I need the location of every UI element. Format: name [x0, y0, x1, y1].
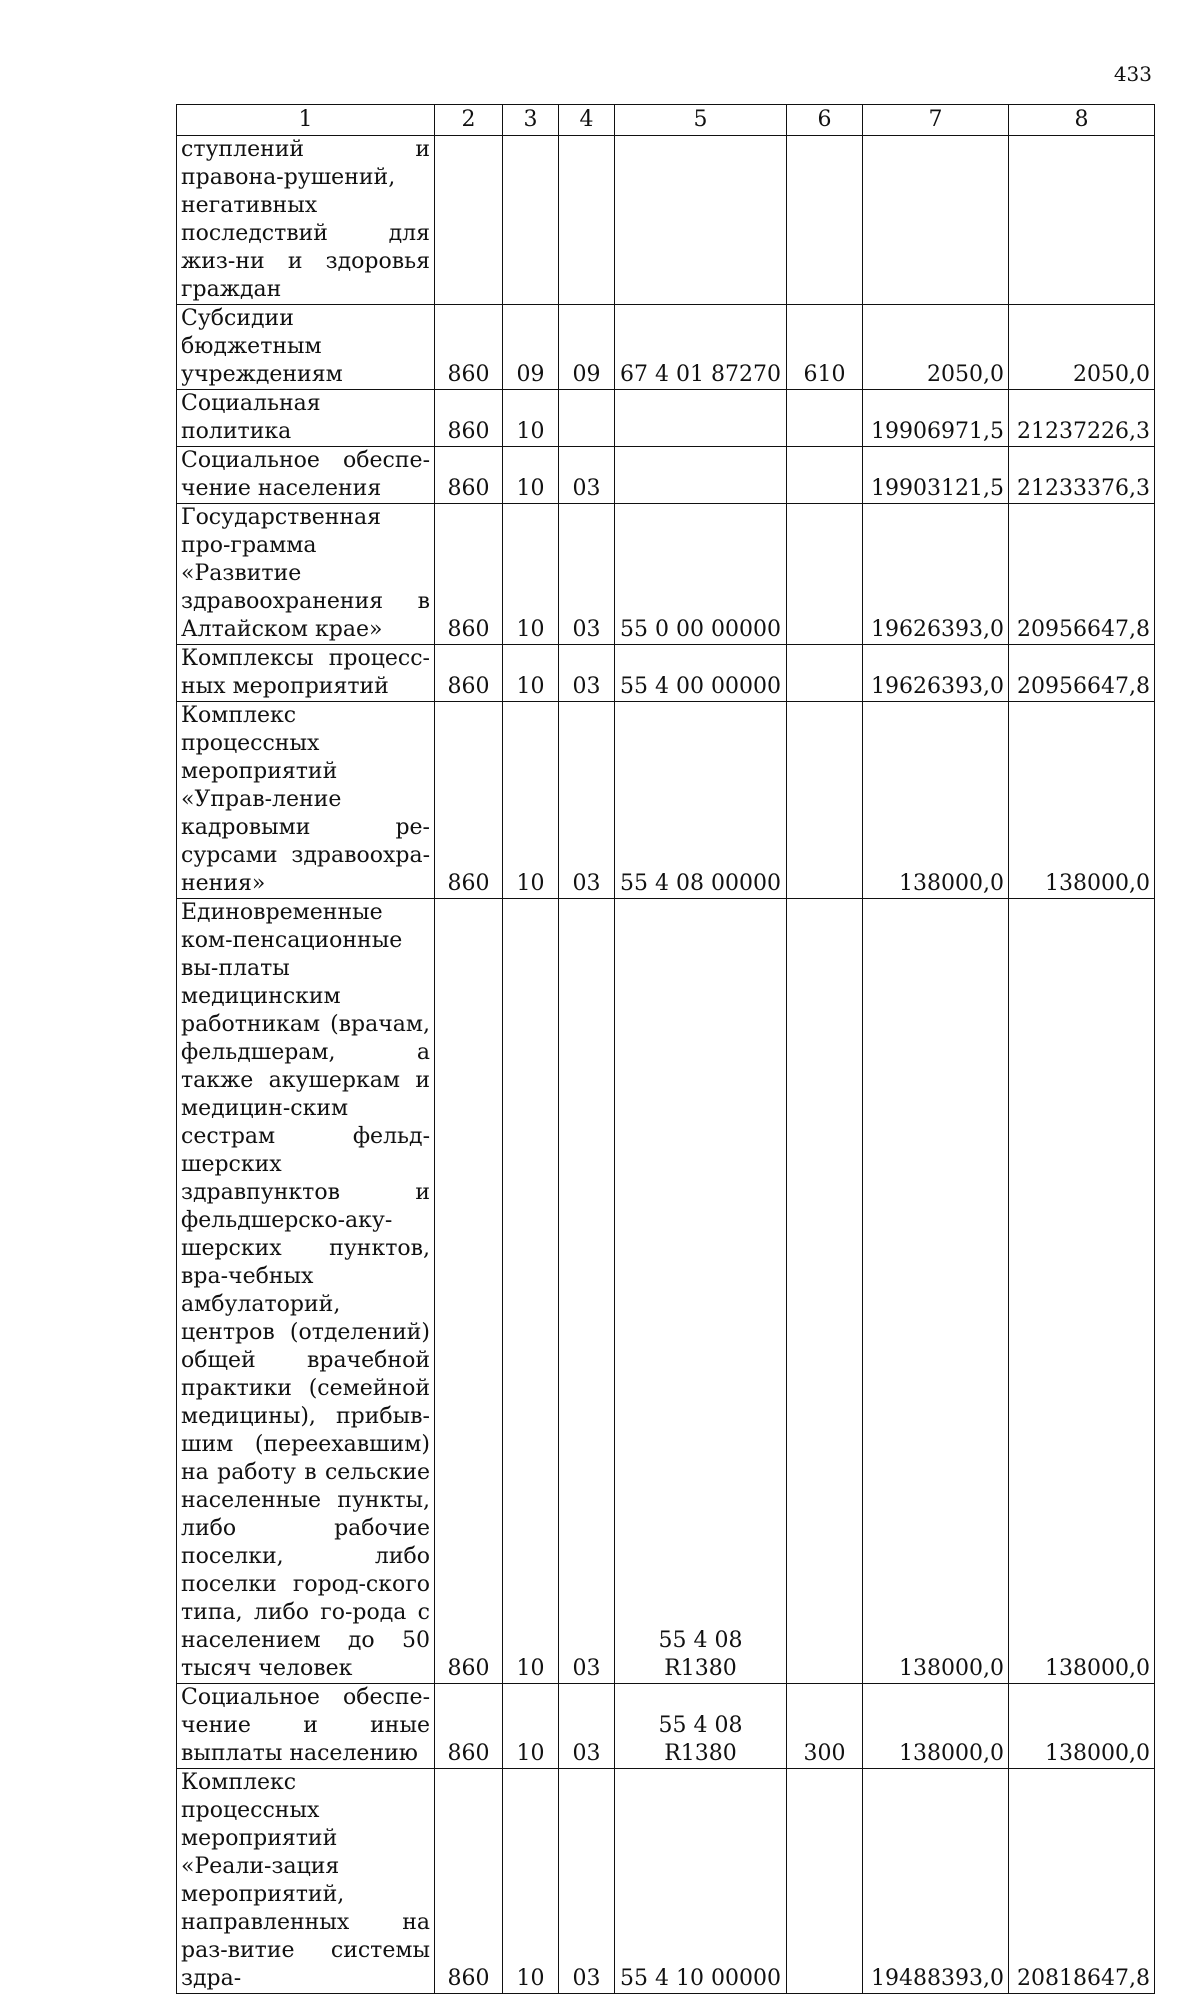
column-header: 5: [615, 105, 787, 136]
table-row: [177, 136, 1155, 305]
cell-target-item: 55 0 00 00000: [615, 504, 787, 645]
cell-ministry-code: 860: [435, 899, 503, 1684]
row-name: Комплексы процесс-ных мероприятий: [177, 645, 435, 702]
cell-expense-type: 300: [787, 1684, 863, 1769]
cell-subsection: 03: [559, 1684, 615, 1769]
cell-amount-1: 19903121,5: [863, 447, 1009, 504]
cell-subsection: [559, 390, 615, 447]
cell-section: 10: [503, 390, 559, 447]
table-row: [177, 305, 1155, 390]
cell-amount-2: 20818647,8: [1009, 1769, 1155, 1994]
cell-subsection: 03: [559, 645, 615, 702]
cell-target-item: [615, 447, 787, 504]
cell-section: 10: [503, 1769, 559, 1994]
cell-ministry-code: 860: [435, 390, 503, 447]
cell-ministry-code: 860: [435, 447, 503, 504]
row-name: Комплекс процессных мероприятий «Реали-зация мероприятий, направленных на раз-витие системы здра-: [177, 1769, 435, 1994]
cell-amount-1: 138000,0: [863, 899, 1009, 1684]
cell-section: [503, 136, 559, 305]
cell-expense-type: [787, 390, 863, 447]
row-name: Социальное обеспе-чение и иные выплаты населению: [177, 1684, 435, 1769]
row-name: Единовременные ком-пенсационные вы-платы медицинским работникам (врачам, фельдшерам, а также акушеркам и медицин-ским сестрам фельд-шерских здравпунктов и фельдшерско-аку-шерских пунктов, вра-чебных амбулаторий, центров (отделений) общей врачебной практики (семейной медицины), прибыв-шим (переехавшим) на работу в сельские населенные пункты, либо рабочие поселки, либо поселки город-ского типа, либо го-рода с населением до 50 тысяч человек: [177, 899, 435, 1684]
cell-amount-1: 19906971,5: [863, 390, 1009, 447]
cell-section: 10: [503, 702, 559, 899]
cell-amount-2: 21233376,3: [1009, 447, 1155, 504]
cell-subsection: 03: [559, 1769, 615, 1994]
cell-expense-type: 610: [787, 305, 863, 390]
cell-subsection: 03: [559, 899, 615, 1684]
column-header: 3: [503, 105, 559, 136]
cell-ministry-code: 860: [435, 1769, 503, 1994]
cell-section: 09: [503, 305, 559, 390]
table-row: [177, 1684, 1155, 1769]
table-row: [177, 645, 1155, 702]
cell-ministry-code: 860: [435, 702, 503, 899]
cell-amount-2: 138000,0: [1009, 899, 1155, 1684]
cell-subsection: 03: [559, 447, 615, 504]
cell-expense-type: [787, 899, 863, 1684]
cell-amount-2: 20956647,8: [1009, 504, 1155, 645]
page-number: 433: [1113, 62, 1152, 86]
column-header: 1: [177, 105, 435, 136]
row-name: Государственная про-грамма «Развитие здравоохранения в Алтайском крае»: [177, 504, 435, 645]
cell-target-item: 55 4 08 R1380: [615, 1684, 787, 1769]
row-name: Комплекс процессных мероприятий «Управ-ление кадровыми ре-сурсами здравоохра-нения»: [177, 702, 435, 899]
cell-subsection: [559, 136, 615, 305]
cell-amount-1: 19626393,0: [863, 645, 1009, 702]
cell-amount-2: 21237226,3: [1009, 390, 1155, 447]
cell-amount-2: 138000,0: [1009, 702, 1155, 899]
cell-amount-1: 19488393,0: [863, 1769, 1009, 1994]
budget-table: [176, 104, 1155, 1994]
table-header-row: [177, 105, 1155, 136]
cell-amount-1: 138000,0: [863, 702, 1009, 899]
cell-subsection: 09: [559, 305, 615, 390]
cell-target-item: [615, 390, 787, 447]
cell-amount-1: 2050,0: [863, 305, 1009, 390]
row-name: Социальная политика: [177, 390, 435, 447]
cell-subsection: 03: [559, 504, 615, 645]
cell-target-item: 55 4 08 R1380: [615, 899, 787, 1684]
cell-target-item: 67 4 01 87270: [615, 305, 787, 390]
cell-subsection: 03: [559, 702, 615, 899]
cell-target-item: 55 4 08 00000: [615, 702, 787, 899]
cell-expense-type: [787, 702, 863, 899]
column-header: 2: [435, 105, 503, 136]
cell-target-item: 55 4 10 00000: [615, 1769, 787, 1994]
cell-expense-type: [787, 1769, 863, 1994]
cell-expense-type: [787, 504, 863, 645]
row-name: ступлений и правона-рушений, негативных последствий для жиз-ни и здоровья граждан: [177, 136, 435, 305]
column-header: 8: [1009, 105, 1155, 136]
cell-amount-2: [1009, 136, 1155, 305]
column-header: 6: [787, 105, 863, 136]
column-header: 7: [863, 105, 1009, 136]
cell-target-item: [615, 136, 787, 305]
cell-ministry-code: [435, 136, 503, 305]
cell-amount-2: 2050,0: [1009, 305, 1155, 390]
cell-section: 10: [503, 447, 559, 504]
cell-ministry-code: 860: [435, 1684, 503, 1769]
row-name: Социальное обеспе-чение населения: [177, 447, 435, 504]
cell-expense-type: [787, 645, 863, 702]
column-header: 4: [559, 105, 615, 136]
table-row: [177, 1769, 1155, 1994]
cell-amount-1: [863, 136, 1009, 305]
cell-amount-1: 138000,0: [863, 1684, 1009, 1769]
cell-expense-type: [787, 447, 863, 504]
cell-ministry-code: 860: [435, 305, 503, 390]
cell-expense-type: [787, 136, 863, 305]
cell-section: 10: [503, 1684, 559, 1769]
table-row: [177, 390, 1155, 447]
cell-section: 10: [503, 899, 559, 1684]
cell-amount-2: 138000,0: [1009, 1684, 1155, 1769]
table-row: [177, 899, 1155, 1684]
cell-ministry-code: 860: [435, 645, 503, 702]
row-name: Субсидии бюджетным учреждениям: [177, 305, 435, 390]
cell-target-item: 55 4 00 00000: [615, 645, 787, 702]
cell-section: 10: [503, 504, 559, 645]
cell-section: 10: [503, 645, 559, 702]
cell-ministry-code: 860: [435, 504, 503, 645]
table-row: [177, 504, 1155, 645]
table-row: [177, 702, 1155, 899]
table-row: [177, 447, 1155, 504]
cell-amount-1: 19626393,0: [863, 504, 1009, 645]
cell-amount-2: 20956647,8: [1009, 645, 1155, 702]
